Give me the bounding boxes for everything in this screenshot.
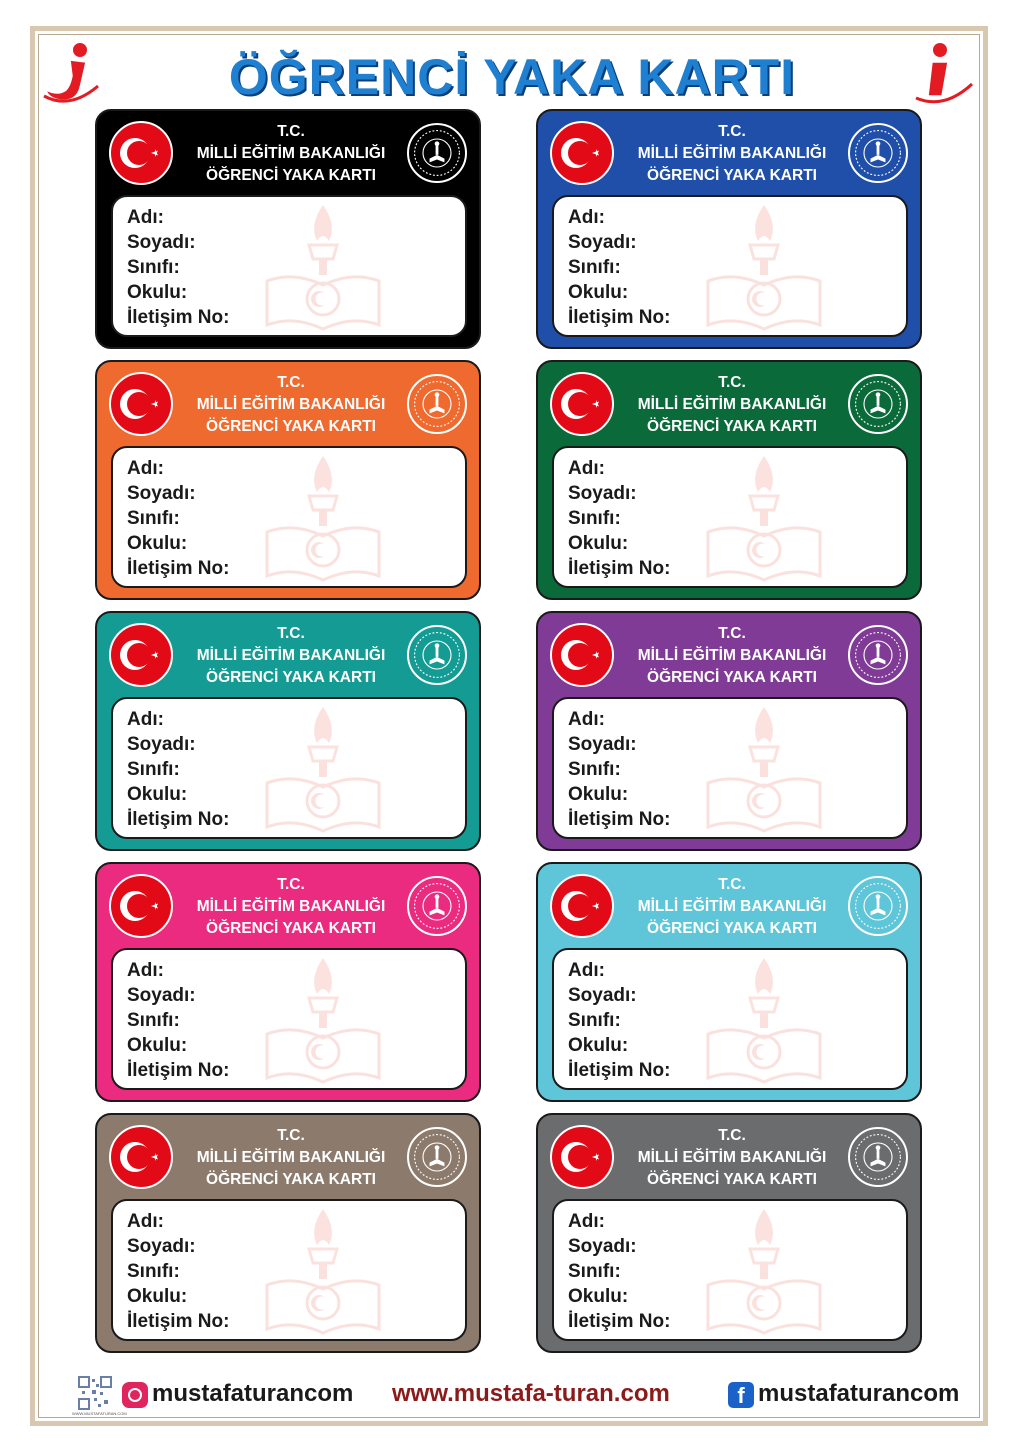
- card-header: [97, 1115, 479, 1199]
- field-label: Adı:: [568, 709, 605, 730]
- card-header-line3: ÖĞRENCİ YAKA KARTI: [647, 920, 817, 937]
- field-label: Sınıfı:: [127, 1010, 180, 1031]
- field-label: Adı:: [568, 1211, 605, 1232]
- card-fields: [127, 205, 229, 330]
- ministry-seal-icon: [407, 123, 467, 183]
- card-header-line2: MİLLİ EĞİTİM BAKANLIĞI: [637, 1149, 827, 1166]
- field-label: İletişim No:: [568, 558, 671, 579]
- turkish-flag-icon: [109, 623, 173, 687]
- ministry-seal-icon: [407, 625, 467, 685]
- card-header: [538, 1115, 920, 1199]
- facebook-link[interactable]: [728, 1380, 959, 1408]
- field-label: Adı:: [127, 960, 164, 981]
- card-header: [538, 864, 920, 948]
- turkish-flag-icon: [550, 874, 614, 938]
- field-label: Soyadı:: [568, 483, 637, 504]
- turkish-flag-icon: [109, 372, 173, 436]
- id-card: [536, 109, 922, 349]
- field-label: Adı:: [568, 960, 605, 981]
- card-header-text: [181, 121, 401, 187]
- ministry-seal-icon: [848, 1127, 908, 1187]
- qr-code-icon: [78, 1376, 112, 1410]
- card-header: [97, 864, 479, 948]
- id-card: [95, 360, 481, 600]
- card-header-text: [622, 874, 842, 940]
- field-label: Adı:: [568, 207, 605, 228]
- ministry-seal-icon: [407, 876, 467, 936]
- field-label: İletişim No:: [127, 1311, 230, 1332]
- field-label: Adı:: [127, 709, 164, 730]
- field-label: Okulu:: [127, 533, 188, 554]
- ministry-seal-icon: [848, 625, 908, 685]
- turkish-flag-icon: [109, 1125, 173, 1189]
- field-label: Okulu:: [568, 1035, 629, 1056]
- card-body: [111, 1199, 467, 1341]
- turkish-flag-icon: [550, 623, 614, 687]
- card-header: [538, 111, 920, 195]
- card-fields: [568, 205, 670, 330]
- id-card: [95, 109, 481, 349]
- field-label: Soyadı:: [127, 985, 196, 1006]
- field-label: Soyadı:: [127, 734, 196, 755]
- ministry-watermark-icon: [704, 452, 824, 584]
- field-label: İletişim No:: [568, 307, 671, 328]
- id-card: [95, 611, 481, 851]
- field-label: İletişim No:: [127, 1060, 230, 1081]
- card-fields: [127, 707, 229, 832]
- card-header-line2: MİLLİ EĞİTİM BAKANLIĞI: [637, 647, 827, 664]
- field-label: Sınıfı:: [127, 1261, 180, 1282]
- field-label: Sınıfı:: [127, 257, 180, 278]
- field-label: İletişim No:: [127, 809, 230, 830]
- card-header-text: [622, 1125, 842, 1191]
- id-card: [95, 862, 481, 1102]
- ministry-seal-icon: [848, 123, 908, 183]
- card-header-line2: MİLLİ EĞİTİM BAKANLIĞI: [196, 396, 386, 413]
- field-label: Okulu:: [568, 533, 629, 554]
- card-header-text: [622, 372, 842, 438]
- card-header-line1: T.C.: [277, 374, 305, 391]
- card-fields: [127, 1209, 229, 1334]
- field-label: Sınıfı:: [127, 508, 180, 529]
- card-header-text: [622, 623, 842, 689]
- field-label: Sınıfı:: [127, 759, 180, 780]
- card-body: [111, 195, 467, 337]
- card-fields: [568, 1209, 670, 1334]
- card-header-line3: ÖĞRENCİ YAKA KARTI: [647, 418, 817, 435]
- card-header-line2: MİLLİ EĞİTİM BAKANLIĞI: [637, 898, 827, 915]
- ministry-watermark-icon: [704, 1205, 824, 1337]
- field-label: Sınıfı:: [568, 257, 621, 278]
- card-body: [111, 697, 467, 839]
- field-label: Okulu:: [127, 1286, 188, 1307]
- turkish-flag-icon: [550, 121, 614, 185]
- ministry-seal-icon: [848, 876, 908, 936]
- card-body: [111, 446, 467, 588]
- field-label: Soyadı:: [568, 985, 637, 1006]
- field-label: Soyadı:: [127, 483, 196, 504]
- id-card: [95, 1113, 481, 1353]
- card-header-line2: MİLLİ EĞİTİM BAKANLIĞI: [196, 647, 386, 664]
- card-fields: [568, 456, 670, 581]
- card-header-line3: ÖĞRENCİ YAKA KARTI: [647, 1171, 817, 1188]
- id-card: [536, 862, 922, 1102]
- card-header-line1: T.C.: [277, 625, 305, 642]
- field-label: Okulu:: [568, 282, 629, 303]
- turkish-flag-icon: [550, 372, 614, 436]
- ministry-watermark-icon: [263, 201, 383, 333]
- card-header-line2: MİLLİ EĞİTİM BAKANLIĞI: [196, 1149, 386, 1166]
- ministry-watermark-icon: [704, 703, 824, 835]
- field-label: Sınıfı:: [568, 508, 621, 529]
- field-label: Okulu:: [127, 784, 188, 805]
- field-label: Soyadı:: [568, 232, 637, 253]
- field-label: Adı:: [127, 458, 164, 479]
- field-label: Soyadı:: [568, 734, 637, 755]
- card-header-text: [181, 372, 401, 438]
- field-label: Sınıfı:: [568, 1010, 621, 1031]
- card-header: [538, 613, 920, 697]
- card-fields: [568, 958, 670, 1083]
- card-body: [552, 697, 908, 839]
- card-header-line1: T.C.: [718, 625, 746, 642]
- card-body: [552, 948, 908, 1090]
- card-header: [97, 362, 479, 446]
- card-header-text: [181, 874, 401, 940]
- qr-caption: WWW.MUSTAFATURAN.COM: [72, 1411, 127, 1416]
- card-header-text: [181, 623, 401, 689]
- card-header-line3: ÖĞRENCİ YAKA KARTI: [206, 167, 376, 184]
- ministry-watermark-icon: [704, 201, 824, 333]
- card-header-line1: T.C.: [277, 876, 305, 893]
- id-card: [536, 360, 922, 600]
- card-header: [97, 111, 479, 195]
- card-header-line3: ÖĞRENCİ YAKA KARTI: [206, 418, 376, 435]
- ministry-seal-icon: [407, 374, 467, 434]
- facebook-handle: mustafaturancom: [758, 1380, 960, 1407]
- field-label: Sınıfı:: [568, 759, 621, 780]
- field-label: Okulu:: [568, 1286, 629, 1307]
- card-body: [552, 195, 908, 337]
- field-label: Soyadı:: [568, 1236, 637, 1257]
- card-header-line2: MİLLİ EĞİTİM BAKANLIĞI: [637, 145, 827, 162]
- field-label: Sınıfı:: [568, 1261, 621, 1282]
- id-card: [536, 1113, 922, 1353]
- field-label: İletişim No:: [127, 558, 230, 579]
- ministry-seal-icon: [848, 374, 908, 434]
- field-label: İletişim No:: [568, 1311, 671, 1332]
- card-body: [552, 446, 908, 588]
- card-fields: [127, 456, 229, 581]
- ministry-watermark-icon: [263, 452, 383, 584]
- card-fields: [127, 958, 229, 1083]
- card-fields: [568, 707, 670, 832]
- facebook-icon: f: [728, 1382, 754, 1408]
- field-label: Okulu:: [127, 1035, 188, 1056]
- field-label: Okulu:: [127, 282, 188, 303]
- card-header-text: [181, 1125, 401, 1191]
- instagram-link[interactable]: [122, 1380, 353, 1408]
- card-header-text: [622, 121, 842, 187]
- card-header-line1: T.C.: [718, 1127, 746, 1144]
- ministry-seal-icon: [407, 1127, 467, 1187]
- field-label: İletişim No:: [568, 809, 671, 830]
- ministry-watermark-icon: [263, 954, 383, 1086]
- field-label: Adı:: [127, 207, 164, 228]
- card-header: [97, 613, 479, 697]
- card-header-line3: ÖĞRENCİ YAKA KARTI: [647, 167, 817, 184]
- field-label: İletişim No:: [568, 1060, 671, 1081]
- field-label: İletişim No:: [127, 307, 230, 328]
- id-card: [536, 611, 922, 851]
- page-title: ÖĞRENCİ YAKA KARTI: [228, 49, 796, 105]
- card-header-line2: MİLLİ EĞİTİM BAKANLIĞI: [637, 396, 827, 413]
- card-body: [552, 1199, 908, 1341]
- turkish-flag-icon: [550, 1125, 614, 1189]
- instagram-icon: [122, 1382, 148, 1408]
- field-label: Soyadı:: [127, 232, 196, 253]
- instagram-handle: mustafaturancom: [152, 1380, 354, 1407]
- card-header-line2: MİLLİ EĞİTİM BAKANLIĞI: [196, 898, 386, 915]
- card-header-line1: T.C.: [277, 123, 305, 140]
- card-header-line3: ÖĞRENCİ YAKA KARTI: [206, 920, 376, 937]
- ministry-watermark-icon: [263, 703, 383, 835]
- card-body: [111, 948, 467, 1090]
- card-header-line1: T.C.: [277, 1127, 305, 1144]
- card-header-line3: ÖĞRENCİ YAKA KARTI: [206, 669, 376, 686]
- ministry-watermark-icon: [704, 954, 824, 1086]
- card-header-line2: MİLLİ EĞİTİM BAKANLIĞI: [196, 145, 386, 162]
- card-header-line3: ÖĞRENCİ YAKA KARTI: [206, 1171, 376, 1188]
- field-label: Adı:: [127, 1211, 164, 1232]
- card-header-line1: T.C.: [718, 876, 746, 893]
- turkish-flag-icon: [109, 874, 173, 938]
- ministry-watermark-icon: [263, 1205, 383, 1337]
- field-label: Okulu:: [568, 784, 629, 805]
- website-link[interactable]: www.mustafa-turan.com: [392, 1380, 670, 1407]
- card-header-line1: T.C.: [718, 123, 746, 140]
- field-label: Adı:: [568, 458, 605, 479]
- turkish-flag-icon: [109, 121, 173, 185]
- card-header-line3: ÖĞRENCİ YAKA KARTI: [647, 669, 817, 686]
- card-header-line1: T.C.: [718, 374, 746, 391]
- field-label: Soyadı:: [127, 1236, 196, 1257]
- card-header: [538, 362, 920, 446]
